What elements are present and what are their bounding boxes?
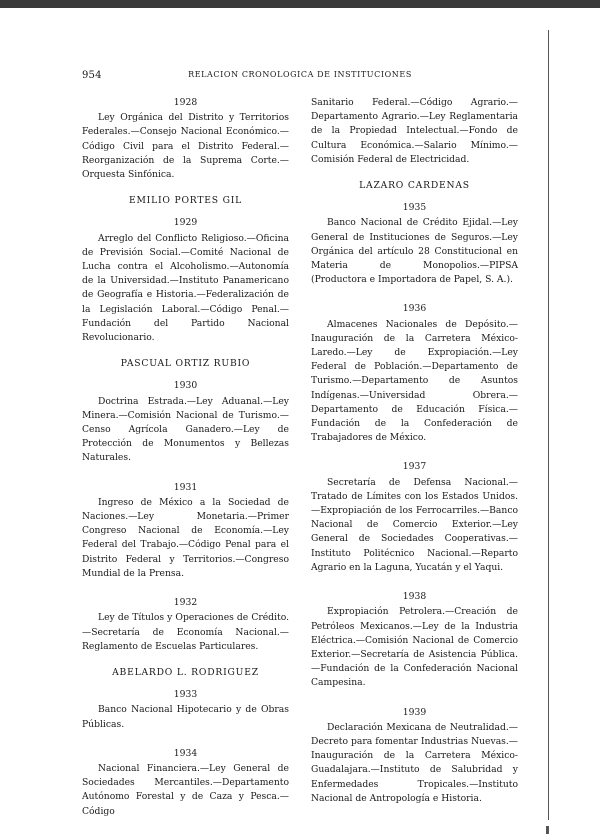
entry-1936: Almacenes Nacionales de Depósito.—Inauguración de la Carretera México-Laredo.—Ley de Expropiación.—Ley Federal de Población.—Departamento de Turismo.—Departamento de Asuntos Indígenas.—Universidad Obrera.—Departamento de Educación Física.—Fundación de la Confederación de Trabajadores de México. [311,318,518,444]
scan-top-band [0,0,600,8]
year-heading-1938: 1938 [402,591,427,603]
president-heading-ortiz-rubio: PASCUAL ORTIZ RUBIO [120,358,251,370]
year-heading-1933: 1933 [173,689,198,701]
scan-margin-rule [548,30,549,820]
year-heading-1931: 1931 [173,481,198,493]
entry-1938: Expropiación Petrolera.—Creación de Petróleos Mexicanos.—Ley de la Industria Eléctrica.—Comisión Nacional de Comercio Exterior.—Secretaría de Asistencia Pública.—Fundación de la Confederación Nacional Campesina. [311,606,518,689]
president-heading-rodriguez: ABELARDO L. RODRIGUEZ [112,666,259,678]
right-column [311,96,518,806]
year-heading-1936: 1936 [402,303,427,315]
president-heading-portes-gil: EMILIO PORTES GIL [128,195,243,207]
running-title: RELACION CRONOLOGICA DE INSTITUCIONES [188,70,412,79]
entry-1931: Ingreso de México a la Sociedad de Naciones.—Ley Monetaria.—Primer Congreso Nacional de Economía.—Ley Federal del Trabajo.—Código Penal para el Distrito Federal y Territorios.—Congreso Mundial de la Prensa. [82,496,289,579]
year-heading-1929: 1929 [173,217,198,229]
entry-1939: Declaración Mexicana de Neutralidad.—Decreto para fomentar Industrias Nuevas.—Inauguración de la Carretera México-Guadalajara.—Instituto de Salubridad y Enfermedades Tropicales.—Instituto Nacional de Antropología e Historia. [311,721,518,804]
year-heading-1937: 1937 [402,461,427,473]
entry-1933: Banco Nacional Hipotecario y de Obras Públicas. [82,704,289,730]
entry-1929: Arreglo del Conflicto Religioso.—Oficina de Previsión Social.—Comité Nacional de Lucha contra el Alcoholismo.—Autonomía de la Universidad.—Instituto Panamericano de Geografía e Historia.—Federalización de la Legislación Laboral.—Código Penal.—Fundación del Partido Nacional Revolucionario. [82,232,289,344]
president-heading-cardenas: LAZARO CARDENAS [359,180,470,192]
year-heading-1939: 1939 [402,706,427,718]
year-heading-1934: 1934 [173,747,198,759]
entry-1935: Banco Nacional de Crédito Ejidal.—Ley General de Instituciones de Seguros.—Ley Orgánica del artículo 28 Constitucional en Materia de Monopolios.—PIPSA (Productora e Importadora de Papel, S. A.). [311,217,518,286]
entry-1932: Ley de Títulos y Operaciones de Crédito.—Secretaría de Economía Nacional.—Reglamento de Escuelas Particulares. [82,612,289,652]
entry-1934: Nacional Financiera.—Ley General de Sociedades Mercantiles.—Departamento Autónomo Forestal y de Caza y Pesca.—Código [82,762,289,817]
entry-1937: Secretaría de Defensa Nacional.—Tratado de Límites con los Estados Unidos.—Expropiación de los Ferrocarriles.—Banco Nacional de Comercio Exterior.—Ley General de Sociedades Cooperativas.—Instituto Politécnico Nacional.—Reparto Agrario en la Laguna, Yucatán y el Yaqui. [311,476,518,573]
year-heading-1932: 1932 [173,597,198,609]
entry-1930: Doctrina Estrada.—Ley Aduanal.—Ley Minera.—Comisión Nacional de Turismo.—Censo Agrícola Ganadero.—Ley de Protección de Monumentos y Bellezas Naturales. [82,395,289,464]
year-heading-1928: 1928 [173,97,198,108]
page-number: 954 [82,70,102,81]
entry-1934-continued: Sanitario Federal.—Código Agrario.—Departamento Agrario.—Ley Reglamentaria de la Propiedad Intelectual.—Fondo de Cultura Económica.—Salario Mínimo.—Comisión Federal de Electricidad. [311,97,518,165]
scan-foot-mark [546,826,549,834]
left-column [82,96,289,819]
year-heading-1930: 1930 [173,380,198,392]
entry-1928: Ley Orgánica del Distrito y Territorios Federales.—Consejo Nacional Económico.—Código Civil para el Distrito Federal.—Reorganización de la Suprema Corte.—Orquesta Sinfónica. [82,112,289,181]
year-heading-1935: 1935 [402,202,427,214]
